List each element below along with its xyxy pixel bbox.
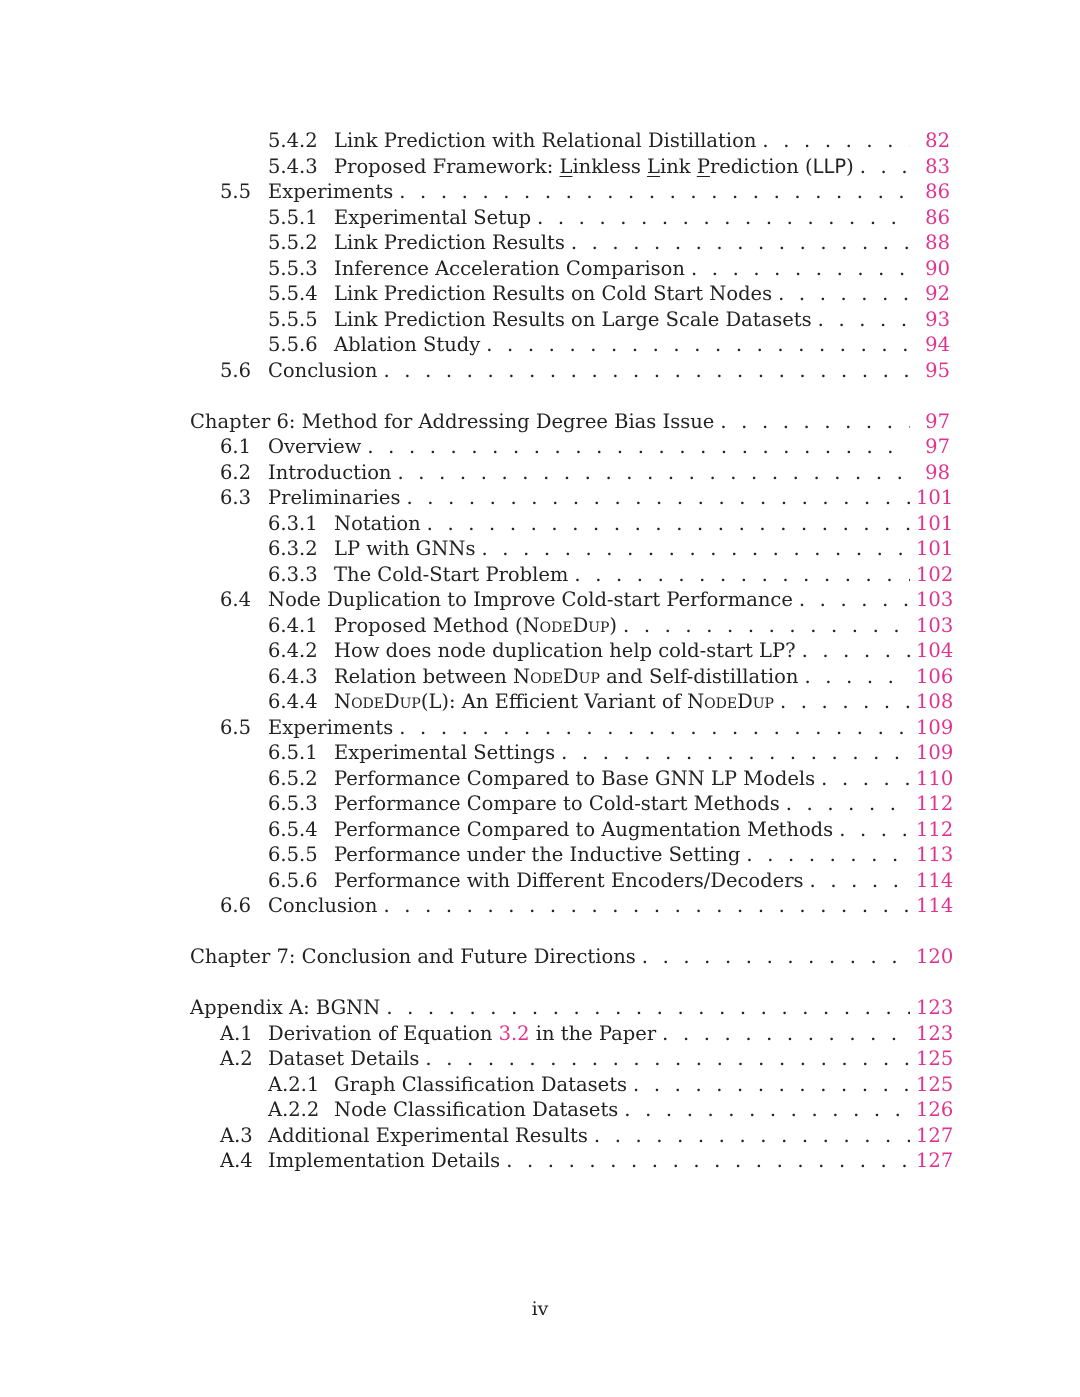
- chapter-title: Appendix A: BGNN: [190, 996, 381, 1019]
- section-number: 5.5.5: [268, 307, 318, 331]
- toc-entry[interactable]: [190, 179, 950, 205]
- toc-entry[interactable]: [190, 434, 950, 460]
- page-link[interactable]: 112: [916, 792, 954, 815]
- section-number: A.1: [220, 1021, 253, 1045]
- section-number: A.4: [220, 1149, 253, 1172]
- page-link[interactable]: 101: [916, 537, 954, 560]
- page-link[interactable]: 95: [925, 358, 950, 382]
- section-number: A.3: [220, 1123, 253, 1147]
- section-title: Performance under the Inductive Setting: [334, 843, 741, 866]
- section-number: 6.2: [220, 460, 252, 484]
- toc-entry[interactable]: [190, 1021, 954, 1047]
- section-number: 6.4.2: [268, 639, 318, 662]
- dot-leader: [386, 995, 910, 1021]
- toc-entry[interactable]: [190, 715, 954, 741]
- toc-entry[interactable]: [190, 1097, 954, 1123]
- section-number: 5.4.3: [268, 154, 318, 178]
- page-link[interactable]: 104: [916, 639, 954, 662]
- dot-leader: [799, 587, 910, 613]
- page-link[interactable]: 90: [925, 256, 950, 280]
- section-number: 5.5.6: [268, 333, 318, 356]
- section-number: 6.3.1: [268, 511, 318, 535]
- section-number: 6.3.2: [268, 537, 318, 560]
- toc-entry[interactable]: [190, 766, 954, 792]
- section-number: 6.6: [220, 894, 252, 917]
- section-title: Derivation of Equation 3.2 in the Paper: [268, 1021, 657, 1045]
- toc-chapter-entry[interactable]: [190, 995, 954, 1021]
- dot-leader: [425, 1046, 910, 1072]
- toc-entry[interactable]: [190, 1072, 954, 1098]
- section-title: NodeDup(L): An Efficient Variant of NodeDup: [334, 690, 774, 713]
- equation-link[interactable]: 3.2: [498, 1021, 530, 1045]
- section-title: Link Prediction Results on Large Scale Datasets: [334, 307, 812, 331]
- section-title: Dataset Details: [268, 1047, 420, 1070]
- section-title: Link Prediction with Relational Distillation: [334, 129, 757, 152]
- dot-leader: [778, 281, 910, 307]
- dot-leader: [561, 740, 910, 766]
- page-link[interactable]: 101: [916, 511, 954, 535]
- page-link[interactable]: 108: [916, 690, 954, 713]
- dot-leader: [574, 562, 910, 588]
- dot-leader: [537, 205, 910, 231]
- dot-leader: [662, 1021, 910, 1047]
- page-link[interactable]: 114: [916, 894, 954, 917]
- dot-leader: [804, 664, 910, 690]
- page-number-footer: iv: [531, 1298, 549, 1320]
- section-number: 6.4.4: [268, 690, 318, 713]
- page-link[interactable]: 106: [916, 664, 954, 688]
- section-title: Overview: [268, 435, 362, 458]
- section-title: Experiments: [268, 715, 394, 739]
- page-link[interactable]: 92: [925, 282, 950, 305]
- toc-entry[interactable]: [190, 587, 954, 613]
- section-number: A.2.2: [268, 1098, 320, 1121]
- section-number: 6.5.6: [268, 868, 318, 892]
- dot-leader: [399, 715, 910, 741]
- page-link[interactable]: 93: [925, 307, 950, 331]
- section-number: A.2: [220, 1047, 253, 1070]
- dot-leader: [691, 256, 910, 282]
- section-title: Link Prediction Results: [334, 231, 565, 254]
- section-title: Node Classification Datasets: [334, 1098, 619, 1121]
- toc-entry[interactable]: [190, 307, 950, 333]
- toc-entry[interactable]: [190, 562, 954, 588]
- page-link[interactable]: 88: [925, 231, 950, 254]
- toc-entry[interactable]: [190, 638, 954, 664]
- dot-leader: [802, 638, 910, 664]
- table-of-contents: [190, 128, 954, 1174]
- page-link[interactable]: 86: [925, 180, 950, 203]
- section-number: 6.5.5: [268, 843, 318, 866]
- page-link[interactable]: 82: [925, 129, 950, 152]
- toc-entry[interactable]: [190, 536, 954, 562]
- toc-entry[interactable]: [190, 1046, 954, 1072]
- section-number: 6.4.1: [268, 613, 318, 637]
- dot-leader: [571, 230, 910, 256]
- section-number: 6.4.3: [268, 664, 318, 688]
- page-link[interactable]: 103: [916, 588, 954, 611]
- dot-leader: [383, 893, 910, 919]
- dot-leader: [594, 1123, 910, 1149]
- page-link[interactable]: 125: [916, 1047, 954, 1070]
- dot-leader: [818, 307, 910, 333]
- section-title: Performance Compared to Augmentation Methods: [334, 817, 834, 841]
- dot-leader: [720, 409, 910, 435]
- page-link[interactable]: 126: [916, 1098, 954, 1121]
- page-link[interactable]: 127: [916, 1149, 954, 1172]
- dot-leader: [398, 460, 911, 486]
- page-link[interactable]: 83: [925, 154, 950, 178]
- section-title: Preliminaries: [268, 486, 401, 509]
- section-number: 6.5.1: [268, 741, 318, 764]
- page-link[interactable]: 125: [916, 1072, 954, 1096]
- page-link[interactable]: 112: [916, 817, 954, 841]
- section-title: Graph Classification Datasets: [334, 1072, 628, 1096]
- chapter-title: Chapter 7: Conclusion and Future Directions: [190, 945, 636, 968]
- section-number: 6.1: [220, 435, 252, 458]
- dot-leader: [860, 154, 910, 180]
- dot-leader: [482, 536, 911, 562]
- section-title: Experiments: [268, 180, 394, 203]
- dot-leader: [406, 485, 910, 511]
- section-title: Experimental Setup: [334, 205, 532, 229]
- page-link[interactable]: 97: [925, 409, 950, 433]
- section-number: 6.5.3: [268, 792, 318, 815]
- toc-chapter-entry[interactable]: [190, 409, 950, 435]
- section-number: 6.3: [220, 486, 252, 509]
- page-link[interactable]: 123: [916, 1021, 954, 1045]
- toc-chapter-entry[interactable]: [190, 944, 954, 970]
- section-number: A.2.1: [268, 1072, 320, 1096]
- section-number: 6.3.3: [268, 562, 318, 586]
- page-link[interactable]: 94: [925, 333, 950, 356]
- section-number: 5.4.2: [268, 129, 318, 152]
- section-title: Node Duplication to Improve Cold-start Performance: [268, 588, 793, 611]
- toc-entry[interactable]: [190, 868, 954, 894]
- page-link[interactable]: 120: [916, 945, 954, 968]
- section-number: 5.5: [220, 180, 252, 203]
- dot-leader: [642, 944, 910, 970]
- toc-entry[interactable]: [190, 689, 954, 715]
- section-number: 5.6: [220, 358, 252, 382]
- section-title: Ablation Study: [334, 333, 481, 356]
- toc-entry[interactable]: [190, 511, 954, 537]
- toc-entry[interactable]: [190, 817, 954, 843]
- page-link[interactable]: 123: [916, 996, 954, 1019]
- dot-leader: [399, 179, 910, 205]
- toc-entry[interactable]: [190, 842, 954, 868]
- toc-entry[interactable]: [190, 281, 950, 307]
- section-number: 5.5.1: [268, 205, 318, 229]
- dot-leader: [623, 613, 910, 639]
- toc-entry[interactable]: [190, 154, 950, 180]
- toc-entry[interactable]: [190, 740, 954, 766]
- section-title: Proposed Method (NodeDup): [334, 613, 618, 637]
- dot-leader: [821, 766, 910, 792]
- section-title: Proposed Framework: Linkless Link Prediction (LLP): [334, 154, 854, 178]
- dot-leader: [624, 1097, 910, 1123]
- section-title: Performance with Different Encoders/Decoders: [334, 868, 804, 892]
- section-title: Performance Compare to Cold-start Methods: [334, 792, 780, 815]
- dot-leader: [810, 868, 910, 894]
- section-number: 6.5.2: [268, 766, 318, 790]
- page-link[interactable]: 109: [916, 741, 954, 764]
- toc-entry[interactable]: [190, 893, 954, 919]
- dot-leader: [839, 817, 910, 843]
- section-title: Experimental Settings: [334, 741, 556, 764]
- section-title: Inference Acceleration Comparison: [334, 256, 685, 280]
- section-title: Additional Experimental Results: [268, 1123, 588, 1147]
- dot-leader: [786, 791, 910, 817]
- page-link[interactable]: 97: [925, 435, 950, 458]
- section-title: LP with GNNs: [334, 537, 476, 560]
- page-link[interactable]: 127: [916, 1123, 954, 1147]
- dot-leader: [486, 332, 910, 358]
- section-title: Relation between NodeDup and Self-distillation: [334, 664, 799, 688]
- dot-leader: [780, 689, 910, 715]
- dot-leader: [367, 434, 910, 460]
- toc-entry[interactable]: [190, 664, 954, 690]
- section-title: Introduction: [268, 460, 392, 484]
- section-number: 6.4: [220, 588, 252, 611]
- section-title: Performance Compared to Base GNN LP Models: [334, 766, 816, 790]
- page-link[interactable]: 86: [925, 205, 950, 229]
- dot-leader: [746, 842, 910, 868]
- page-link[interactable]: 101: [916, 486, 954, 509]
- dot-leader: [506, 1148, 910, 1174]
- toc-entry[interactable]: [190, 332, 950, 358]
- toc-entry[interactable]: [190, 358, 950, 384]
- dot-leader: [427, 511, 910, 537]
- toc-entry[interactable]: [190, 460, 950, 486]
- dot-leader: [762, 128, 910, 154]
- page-link[interactable]: 110: [916, 766, 954, 790]
- page-link[interactable]: 103: [916, 613, 954, 637]
- section-number: 5.5.3: [268, 256, 318, 280]
- dot-leader: [633, 1072, 910, 1098]
- section-number: 5.5.4: [268, 282, 318, 305]
- page-link[interactable]: 109: [916, 715, 954, 739]
- section-title: How does node duplication help cold-start LP?: [334, 639, 796, 662]
- page-link[interactable]: 114: [916, 868, 954, 892]
- page-link[interactable]: 102: [916, 562, 954, 586]
- section-number: 5.5.2: [268, 231, 318, 254]
- toc-entry[interactable]: [190, 205, 950, 231]
- toc-entry[interactable]: [190, 485, 954, 511]
- page-link[interactable]: 98: [925, 460, 950, 484]
- chapter-title: Chapter 6: Method for Addressing Degree Bias Issue: [190, 409, 715, 433]
- toc-entry[interactable]: [190, 128, 950, 154]
- toc-entry[interactable]: [190, 230, 950, 256]
- section-title: The Cold-Start Problem: [334, 562, 569, 586]
- section-title: Implementation Details: [268, 1149, 501, 1172]
- dot-leader: [383, 358, 910, 384]
- page-link[interactable]: 113: [916, 843, 954, 866]
- section-title: Notation: [334, 511, 421, 535]
- section-number: 6.5.4: [268, 817, 318, 841]
- section-title: Conclusion: [268, 894, 378, 917]
- toc-entry[interactable]: [190, 613, 954, 639]
- toc-entry[interactable]: [190, 1123, 954, 1149]
- toc-entry[interactable]: [190, 1148, 954, 1174]
- section-title: Link Prediction Results on Cold Start Nodes: [334, 282, 773, 305]
- section-title: Conclusion: [268, 358, 378, 382]
- section-number: 6.5: [220, 715, 252, 739]
- toc-entry[interactable]: [190, 791, 954, 817]
- toc-entry[interactable]: [190, 256, 950, 282]
